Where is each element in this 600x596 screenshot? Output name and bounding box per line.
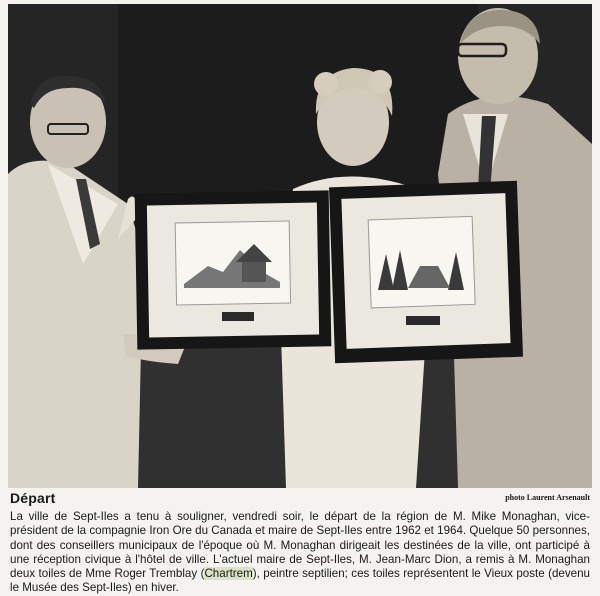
caption-text xyxy=(10,510,590,596)
headline: Départ xyxy=(10,490,56,506)
caption-heading-row xyxy=(10,490,590,508)
right-framed-painting xyxy=(329,181,523,363)
news-photo xyxy=(8,4,592,488)
left-framed-painting xyxy=(135,190,332,349)
photo-credit: photo Laurent Arsenault xyxy=(505,493,590,502)
caption-highlight: Chartrem xyxy=(204,567,253,581)
caption-text-after: ), peintre septilien; ces toiles représentent le Vieux poste (devenu le Musée des Sept-Iles) en hiver. xyxy=(10,567,591,595)
caption-text-before: La ville de Sept-Iles a tenu à souligner, vendredi soir, le départ de la région de M. Mike Monaghan, vice-président de la compagnie Iron Ore du Canada et maire de Sept-Iles entre 1962 et 1964. Quelque 50 personnes, dont des conseillers municipaux de l'époque où M. Monaghan dirigeait les destinées de la ville, ont participé à une réception civique à l'hôtel de ville. L'actuel maire de Sept-Iles, M. Jean-Marc Dion, a remis à M. Monaghan deux toiles de Mme Roger Tremblay ( xyxy=(10,510,590,581)
